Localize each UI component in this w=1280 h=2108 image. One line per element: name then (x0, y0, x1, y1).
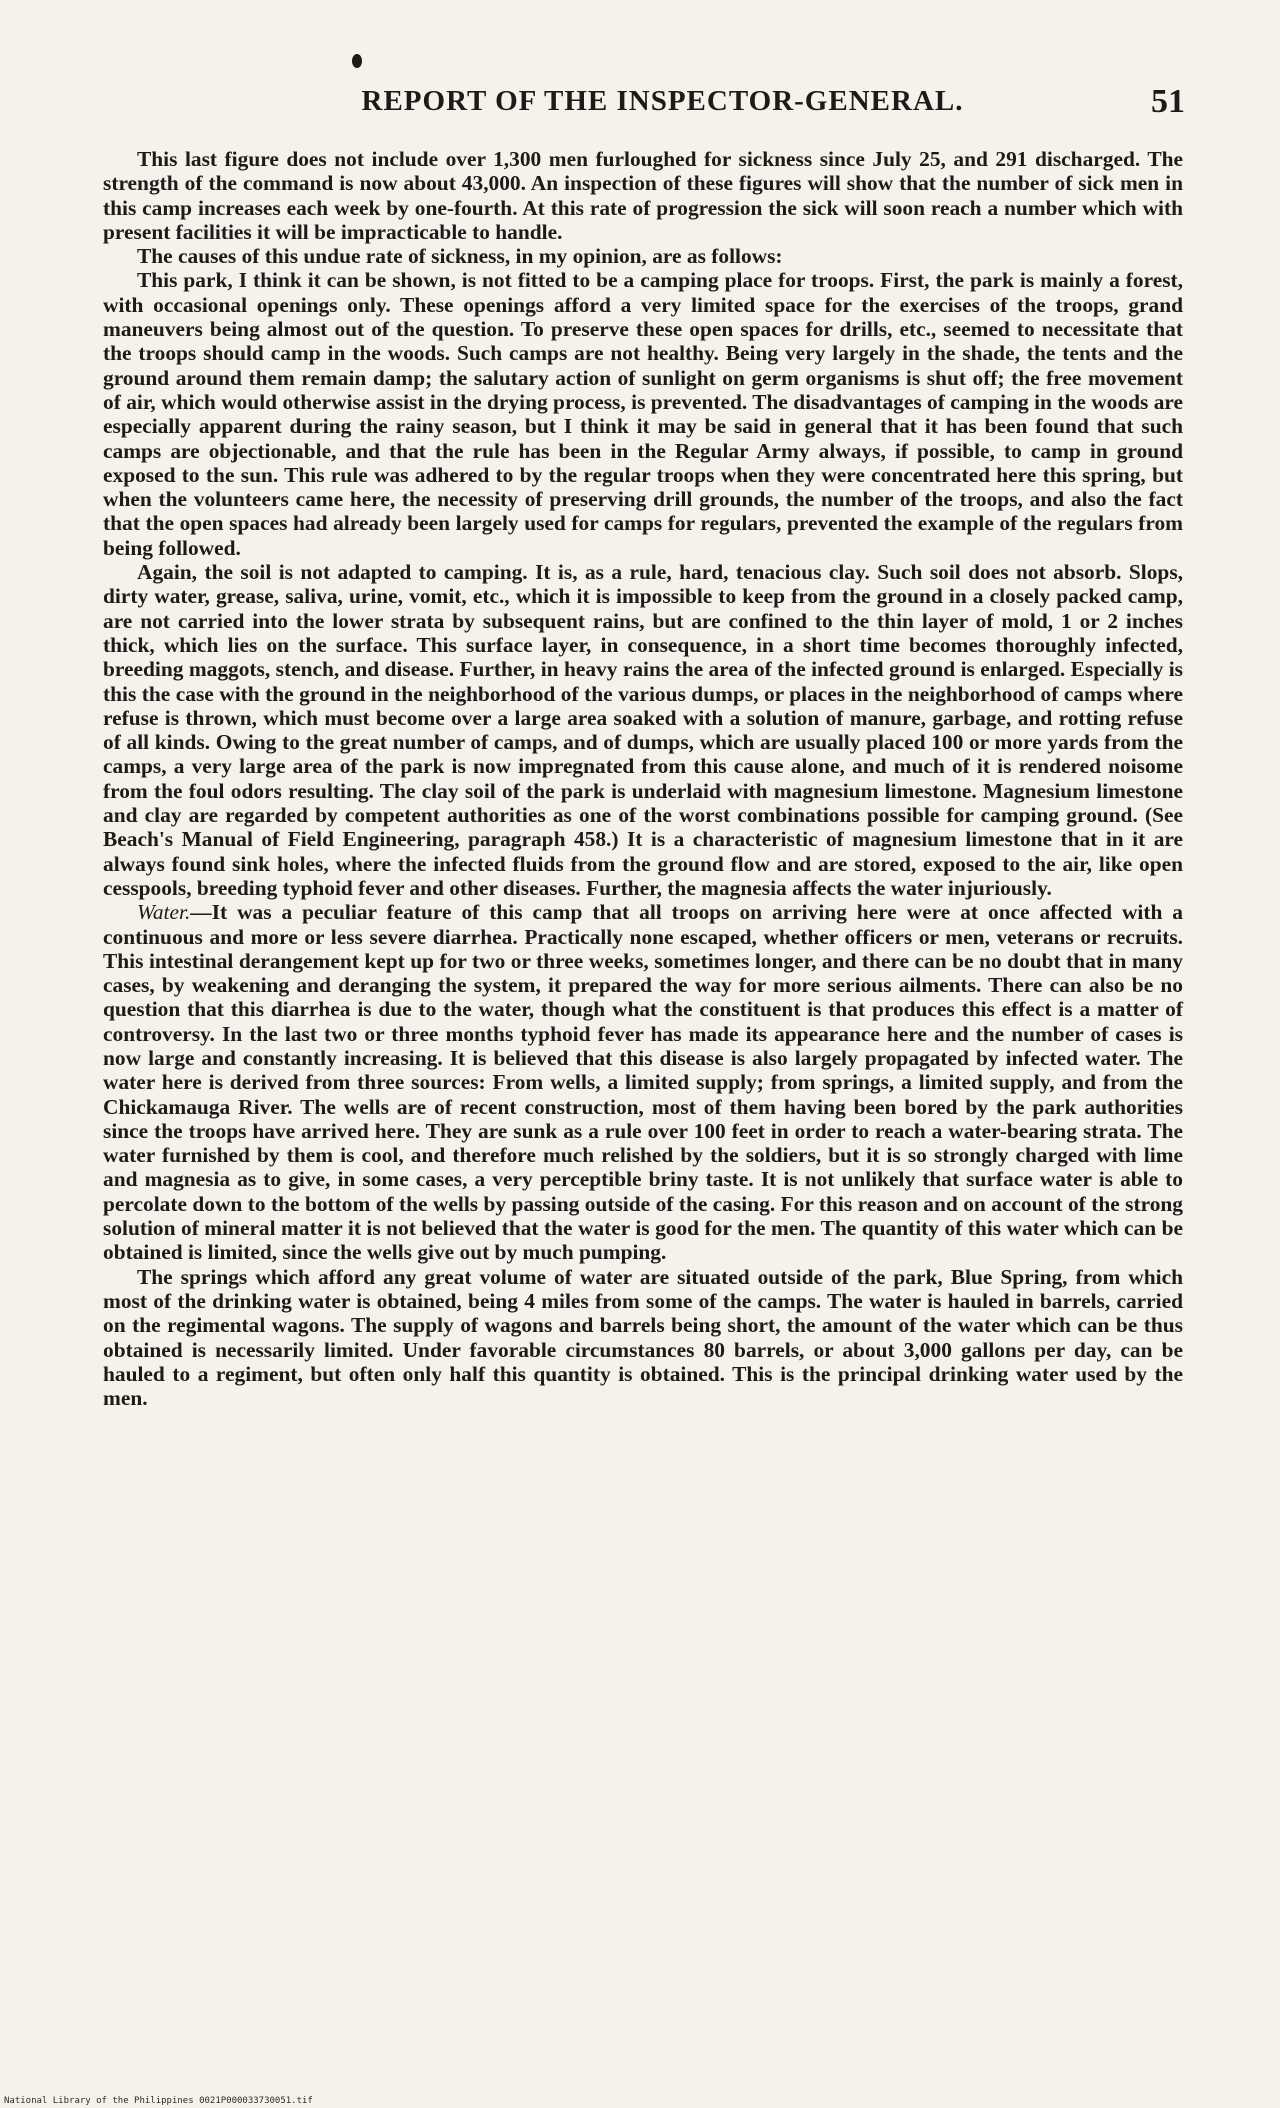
section-lead-water: Water. (137, 900, 191, 925)
paragraph-springs: The springs which afford any great volume of water are situated outside of the park, Blue Spring, from which most of the drinking water is obtained, being 4 miles from some of the camps. The water is hauled in barrels, carried on the regimental wagons. The supply of wagons and barrels being short, the amount of the water which can be thus obtained is necessarily limited. Under favorable circumstances 80 barrels, or about 3,000 gallons per day, can be hauled to a regiment, but often only half this quantity is obtained. This is the principal drinking water used by the men. (103, 1264, 1183, 1411)
paragraph-causes-intro: The causes of this undue rate of sickness, in my opinion, are as follows: (137, 244, 783, 269)
paragraph-park-forest: This park, I think it can be shown, is not fitted to be a camping place for troops. First, the park is mainly a forest, with occasional openings only. These openings afford a very limited space for the exercises of the troops, grand maneuvers being almost out of the question. To preserve these open spaces for drills, etc., seemed to necessitate that the troops should camp in the woods. Such camps are not healthy. Being very largely in the shade, the tents and the ground around them remain damp; the salutary action of sunlight on germ organisms is shut off; the free movement of air, which would otherwise assist in the drying process, is prevented. The disadvantages of camping in the woods are especially apparent during the rainy season, but I think it may be said in general that it has been found that such camps are objectionable, and that the rule has been in the Regular Army always, if possible, to camp in ground exposed to the sun. This rule was adhered to by the regular troops when they were concentrated here this spring, but when the volunteers came here, the necessity of preserving drill grounds, the number of the troops, and also the fact that the open spaces had already been largely used for camps for regulars, prevented the example of the regulars from being followed. (103, 268, 1183, 560)
scan-stamp: National Library of the Philippines 0021P000033730051.tif (4, 2096, 313, 2106)
paragraph-sick-figures: This last figure does not include over 1,300 men furloughed for sickness since July 25, and 291 discharged. The strength of the command is now about 43,000. An inspection of these figures will show that the number of sick men in this camp increases each week by one-fourth. At this rate of progression the sick will soon reach a number which with present facilities it will be impracticable to handle. (103, 147, 1183, 244)
ink-dot (352, 54, 362, 68)
page-header (140, 85, 1185, 135)
running-title: REPORT OF THE INSPECTOR-GENERAL. (361, 85, 964, 117)
page-number: 51 (1151, 83, 1185, 120)
report-body (103, 147, 1183, 1410)
paragraph-soil: Again, the soil is not adapted to camping. It is, as a rule, hard, tenacious clay. Such soil does not absorb. Slops, dirty water, grease, saliva, urine, vomit, etc., which it is impossible to keep from the ground in a closely packed camp, are not carried into the lower strata by subsequent rains, but are confined to the thin layer of mold, 1 or 2 inches thick, which lies on the surface. This surface layer, in consequence, in a short time becomes thoroughly infected, breeding maggots, stench, and disease. Further, in heavy rains the area of the infected ground is enlarged. Especially is this the case with the ground in the neighborhood of the various dumps, or places in the neighborhood of camps where refuse is thrown, which must become over a large area soaked with a solution of manure, garbage, and rotting refuse of all kinds. Owing to the great number of camps, and of dumps, which are usually placed 100 or more yards from the camps, a very large area of the park is now impregnated from this cause alone, and much of it is rendered noisome from the foul odors resulting. The clay soil of the park is underlaid with magnesium limestone. Magnesium limestone and clay are regarded by competent authorities as one of the worst combinations possible for camping ground. (See Beach's Manual of Field Engineering, paragraph 458.) It is a characteristic of magnesium limestone that in it are always found sink holes, where the infected fluids from the ground flow and are stored, exposed to the air, like open cesspools, breeding typhoid fever and other diseases. Further, the magnesia affects the water injuriously. (103, 560, 1183, 900)
paragraph-water: Water.—It was a peculiar feature of this camp that all troops on arriving here were at once affected with a continuous and more or less severe diarrhea. Practically none escaped, whether officers or men, veterans or recruits. This intestinal derangement kept up for two or three weeks, sometimes longer, and there can be no doubt that in many cases, by weakening and deranging the system, it prepared the way for more serious ailments. There can also be no question that this diarrhea is due to the water, though what the constituent is that produces this effect is a matter of controversy. In the last two or three months typhoid fever has made its appearance here and the number of cases is now large and constantly increasing. It is believed that this disease is also largely propagated by infected water. The water here is derived from three sources: From wells, a limited supply; from springs, a limited supply, and from the Chickamauga River. The wells are of recent construction, most of them having been bored by the park authorities since the troops have arrived here. They are sunk as a rule over 100 feet in order to reach a water-bearing strata. The water furnished by them is cool, and therefore much relished by the soldiers, but it is so strongly charged with lime and magnesia as to give, in some cases, a very perceptible briny taste. It is not unlikely that surface water is able to percolate down to the bottom of the wells by passing outside of the casing. For this reason and on account of the strong solution of mineral matter it is not believed that the water is good for the men. The quantity of this water which can be obtained is limited, since the wells give out by much pumping. (103, 900, 1183, 1265)
